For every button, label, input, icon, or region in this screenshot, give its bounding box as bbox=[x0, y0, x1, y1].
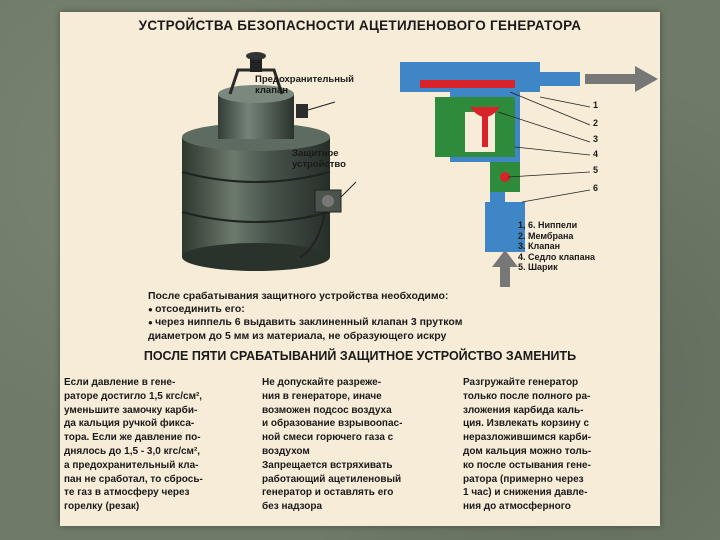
replacement-notice: ПОСЛЕ ПЯТИ СРАБАТЫВАНИЙ ЗАЩИТНОЕ УСТРОЙСТВО ЗАМЕНИТЬ bbox=[143, 349, 577, 363]
diagram-legend: 1, 6. Ниппели 2. Мембрана 3. Клапан 4. Седло клапана 5. Шарик bbox=[518, 220, 596, 272]
protective-device-label: Защитное устройство bbox=[292, 148, 346, 170]
instruction-continuation: диаметром до 5 мм из материала, не образующего искру bbox=[148, 329, 447, 342]
diagram-number-3: 3 bbox=[593, 134, 599, 144]
column-middle: Не допускайте разреже- ния в генераторе, иначе возможен подсос воздуха и образование взрывоопас- ной смеси горючего газа с воздухом Запрещается встряхивать работающий ацетиленовый генератор и оставлять его без надзора bbox=[262, 377, 403, 513]
diagram-number-4: 4 bbox=[593, 149, 599, 159]
diagram-number-2: 2 bbox=[593, 118, 599, 128]
page-title: УСТРОЙСТВА БЕЗОПАСНОСТИ АЦЕТИЛЕНОВОГО ГЕНЕРАТОРА bbox=[138, 18, 582, 33]
diagram-number-5: 5 bbox=[593, 165, 599, 175]
safety-valve-label: Предохранительный клапан bbox=[255, 74, 354, 96]
column-right: Разгружайте генератор только после полного ра- зложения карбида каль- ция. Извлекать корзину с неразложившимся карби- дом кальция можно толь- ко после остывания гене- ратора (примерно через 1 час) и снижения давле- ния до атмосферного bbox=[463, 377, 592, 513]
column-left: Если давление в гене- раторе достигло 1,5 кгс/см², уменьшите замочку карби- да кальция ручкой фикса- тора. Если же давление по- днялось до 1,5 - 3,0 кгс/см², а предохранительный кла- пан не сработал, то сбрось- те газ в атмосферу через горелку (резак) bbox=[64, 377, 203, 513]
instruction-item: ● через ниппель 6 выдавить заклиненный клапан 3 прутком bbox=[148, 316, 638, 330]
diagram-number-6: 6 bbox=[593, 183, 599, 193]
poster-sheet bbox=[60, 12, 660, 526]
instructions-heading: После срабатывания защитного устройства необходимо: bbox=[148, 290, 449, 302]
instruction-item: ● отсоединить его: bbox=[148, 303, 638, 317]
instructions-block bbox=[148, 290, 638, 342]
diagram-number-1: 1 bbox=[593, 100, 599, 110]
